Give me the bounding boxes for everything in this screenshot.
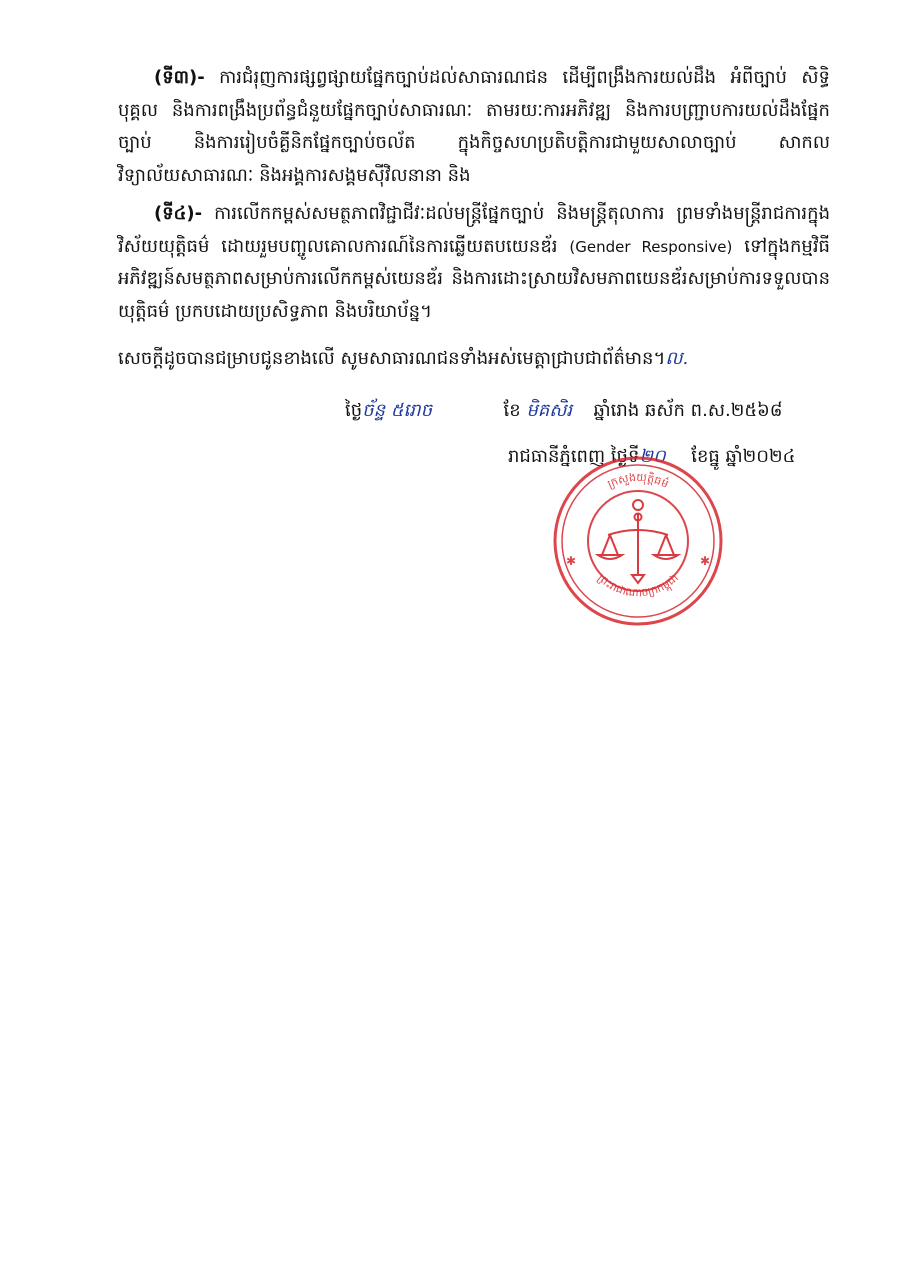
svg-text:✱: ✱	[700, 554, 711, 568]
lunar-day-prefix: ថ្ងៃ	[345, 400, 363, 421]
lunar-month-handwritten: មិគសិរ	[526, 400, 573, 421]
item-4-label: (ទី៤)-	[154, 203, 203, 224]
lunar-date-line	[345, 398, 783, 424]
lunar-month-prefix: ខែ	[503, 400, 521, 421]
seal-top-text: ក្រសួងយុត្តិធម៌	[605, 470, 671, 491]
item-4-text-before: ការលើកកម្ពស់សមត្ថភាពវិជ្ជាជីវៈដល់មន្ត្រីផ្នែកច្បាប់ និងមន្ត្រីតុលាការ ព្រមទាំងមន្ត្រីរាជការក្នុងវិស័យយុត្តិធម៌ ដោយរួមបញ្ចូលគោលការណ៍នៃការឆ្លើយតបយេនឌ័រ	[118, 203, 830, 257]
lunar-day-handwritten: ច័ន្ទ ៥រោច	[362, 400, 433, 421]
item-3-paragraph	[118, 62, 830, 192]
official-seal-stamp	[552, 455, 724, 627]
solar-month-year: ខែធ្នូ ឆ្នាំ២០២៤	[691, 446, 796, 467]
solar-place-prefix: រាជធានីភ្នំពេញ ថ្ងៃទី	[508, 446, 640, 467]
closing-text: សេចក្តីដូចបានជម្រាបជូនខាងលើ សូមសាធារណជនទាំងអស់មេត្តាជ្រាបជាព័ត៌មាន។	[118, 348, 666, 369]
item-4-english-term: (Gender Responsive)	[569, 237, 733, 256]
solar-day-handwritten: ២០	[639, 446, 666, 467]
item-4-paragraph	[118, 198, 830, 328]
lunar-year: ឆ្នាំរោង ឆស័ក ព.ស.២៥៦៨	[593, 400, 783, 421]
svg-text:✱: ✱	[566, 554, 577, 568]
item-3-text: ការជំរុញការផ្សព្វផ្សាយផ្នែកច្បាប់ដល់សាធារណជន ដើម្បីពង្រឹងការយល់ដឹង អំពីច្បាប់ សិទ្ធិបុគ្គល និងការពង្រឹងប្រព័ន្ធជំនួយផ្នែកច្បាប់សាធារណៈ តាមរយៈការអភិវឌ្ឍ និងការបញ្ជ្រាបការយល់ដឹងផ្នែកច្បាប់ និងការរៀបចំគ្លីនិកផ្នែកច្បាប់ចល័ត ក្នុងកិច្ចសហប្រតិបត្តិការជាមួយសាលាច្បាប់ សាកលវិទ្យាល័យសាធារណៈ និងអង្គការសង្គមស៊ីវិលនានា និង	[118, 67, 830, 186]
handwritten-initial: ល.	[665, 348, 689, 369]
scales-of-justice-icon	[598, 500, 678, 583]
seal-bottom-text: ព្រះរាជាណាចក្រកម្ពុជា	[595, 571, 681, 600]
closing-statement	[118, 346, 838, 372]
item-4-text-after: ទៅក្នុងកម្មវិធីអភិវឌ្ឍន៍សមត្ថភាពសម្រាប់ការលើកកម្ពស់យេនឌ័រ និងការដោះស្រាយវិសមភាពយេនឌ័រសម្រាប់ការទទួលបានយុត្តិធម៌ ប្រកបដោយប្រសិទ្ធភាព និងបរិយាប័ន្ន។	[118, 235, 830, 322]
item-3-label: (ទី៣)-	[154, 67, 205, 88]
